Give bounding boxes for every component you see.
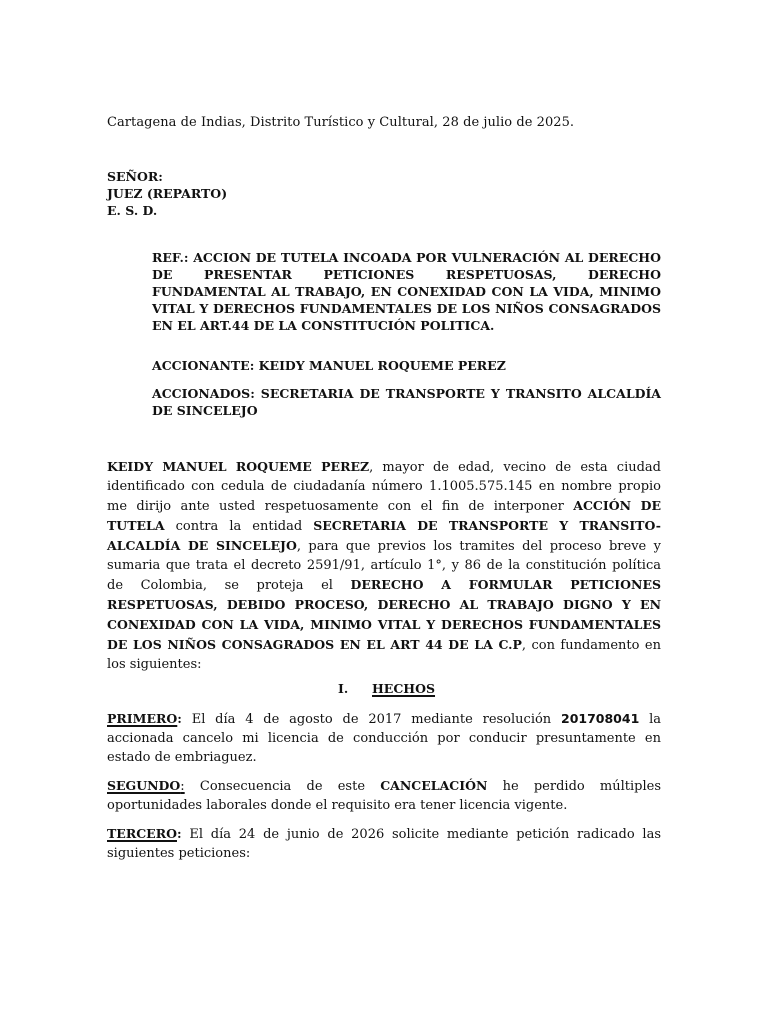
fact-text: Consecuencia de este <box>184 779 381 794</box>
fact-text: El día 24 de junio de 2026 solicite mediante petición radicado las siguientes peticiones: <box>107 827 661 861</box>
fact-resolution-number: 201708041 <box>561 711 640 726</box>
intro-text-2: contra la entidad <box>164 519 314 534</box>
intro-paragraph <box>107 457 661 674</box>
fact-text: El día 4 de agosto de 2017 mediante resolución <box>181 712 561 727</box>
addressee-title: SEÑOR: <box>107 169 163 184</box>
fact-primero <box>107 709 661 767</box>
intro-entity: SECRETARIA DE TRANSPORTE Y TRANSITO- ALCALDÍA DE SINCELEJO <box>107 518 661 553</box>
intro-name: KEIDY MANUEL ROQUEME PEREZ <box>107 459 370 474</box>
intro-rights: DERECHO A FORMULAR PETICIONES RESPETUOSAS, DEBIDO PROCESO, DERECHO AL TRABAJO DIGNO Y EN CONEXIDAD CON LA VIDA, MINIMO VITAL Y DERECHOS FUNDAMENTALES DE LOS NIÑOS CONSAGRADOS EN EL ART 44 DE LA C.P <box>107 577 661 652</box>
addressee-block <box>107 168 227 219</box>
date-line: Cartagena de Indias, Distrito Turístico y Cultural, 28 de julio de 2025. <box>107 115 575 130</box>
accionante-line: ACCIONANTE: KEIDY MANUEL ROQUEME PEREZ <box>152 358 506 373</box>
fact-tercero <box>107 824 661 863</box>
section-heading <box>338 680 435 697</box>
fact-label: SEGUNDO <box>107 778 181 793</box>
fact-colon: : <box>177 711 182 726</box>
section-title: HECHOS <box>372 681 436 696</box>
fact-label: PRIMERO <box>107 711 178 726</box>
fact-text-continued: he perdido múltiples oportunidades laborales donde el requisito era tener licencia vigente. <box>107 779 662 813</box>
fact-segundo <box>107 776 661 815</box>
reference-text: REF.: ACCION DE TUTELA INCOADA POR VULNERACIÓN AL DERECHO DE PRESENTAR PETICIONES RESPETUOSAS, DERECHO FUNDAMENTAL AL TRABAJO, EN CONEXIDAD CON LA VIDA, MINIMO VITAL Y DERECHOS FUNDAMENTALES DE LOS NIÑOS CONSAGRADOS EN EL ART.44 DE LA CONSTITUCIÓN POLITICA. <box>152 250 661 333</box>
fact-text-continued: la accionada cancelo mi licencia de conducción por conducir presuntamente en estado de embriaguez. <box>107 712 661 765</box>
fact-label: TERCERO <box>107 826 177 841</box>
fact-highlight: CANCELACIÓN <box>380 778 488 793</box>
section-number: I. <box>338 681 349 696</box>
intro-text-3: , para que previos los tramites del proceso breve y sumaria que trata el decreto 2591/91, artículo 1°, y 86 de la constitución política de Colombia, se proteja el <box>107 539 661 593</box>
intro-text-1: , mayor de edad, vecino de esta ciudad identificado con cedula de ciudadanía número 1.1005.575.145 en nombre propio me dirijo ante usted respetuosamente con el fin de interponer <box>107 460 661 514</box>
intro-text-4: , con fundamento en los siguientes: <box>107 638 661 672</box>
addressee-esd: E. S. D. <box>107 203 158 218</box>
fact-colon: : <box>180 779 185 794</box>
addressee-judge: JUEZ (REPARTO) <box>107 186 228 201</box>
accionados-line: ACCIONADOS: SECRETARIA DE TRANSPORTE Y TRANSITO ALCALDÍA DE SINCELEJO <box>152 386 661 418</box>
intro-action: ACCIÓN DE TUTELA <box>107 498 661 533</box>
fact-colon: : <box>176 826 182 841</box>
